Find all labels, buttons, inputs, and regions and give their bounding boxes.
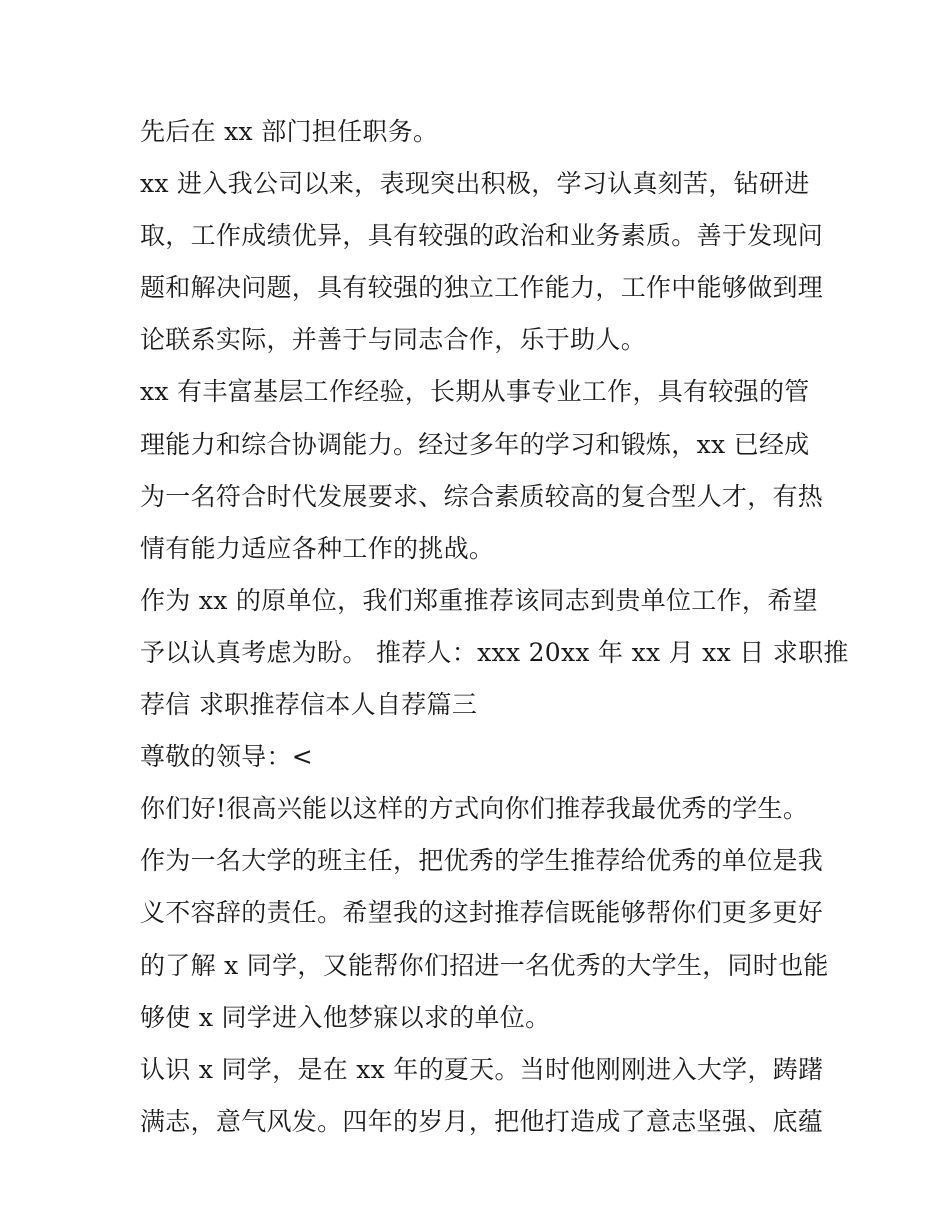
text-line: xx 进入我公司以来，表现突出积极，学习认真刻苦，钻研进 — [140, 169, 810, 199]
text-line: 够使 x 同学进入他梦寐以求的单位。 — [140, 1002, 551, 1032]
text-line: 作为一名大学的班主任，把优秀的学生推荐给优秀的单位是我 — [140, 846, 824, 876]
text-line: 先后在 xx 部门担任职务。 — [140, 117, 439, 146]
text-line: 尊敬的领导：< — [140, 742, 314, 772]
text-line: 理能力和综合协调能力。经过多年的学习和锻炼，xx 已经成 — [140, 429, 810, 459]
text-line: 题和解决问题，具有较强的独立工作能力，工作中能够做到理 — [140, 273, 824, 303]
text-line: 荐信 求职推荐信本人自荐篇三 — [140, 690, 478, 720]
document-body — [140, 106, 849, 1148]
text-line: 情有能力适应各种工作的挑战。 — [140, 533, 495, 563]
text-line: 认识 x 同学，是在 xx 年的夏天。当时他刚刚进入大学，踌躇 — [140, 1054, 824, 1084]
text-line: 的了解 x 同学，又能帮你们招进一名优秀的大学生，同时也能 — [140, 950, 829, 980]
text-line: 为一名符合时代发展要求、综合素质较高的复合型人才，有热 — [140, 481, 824, 511]
text-line: 作为 xx 的原单位，我们郑重推荐该同志到贵单位工作，希望 — [140, 585, 818, 615]
text-line: 予以认真考虑为盼。 推荐人：xxx 20xx 年 xx 月 xx 日 求职推 — [140, 637, 849, 667]
text-line: 你们好!很高兴能以这样的方式向你们推荐我最优秀的学生。 — [140, 794, 809, 824]
text-line: 义不容辞的责任。希望我的这封推荐信既能够帮你们更多更好 — [140, 898, 824, 928]
text-line: 取，工作成绩优异，具有较强的政治和业务素质。善于发现问 — [140, 221, 824, 251]
text-line: 论联系实际，并善于与同志合作，乐于助人。 — [140, 325, 647, 355]
text-line: xx 有丰富基层工作经验，长期从事专业工作，具有较强的管 — [140, 377, 810, 407]
text-line: 满志，意气风发。四年的岁月，把他打造成了意志坚强、底蕴 — [140, 1106, 824, 1136]
